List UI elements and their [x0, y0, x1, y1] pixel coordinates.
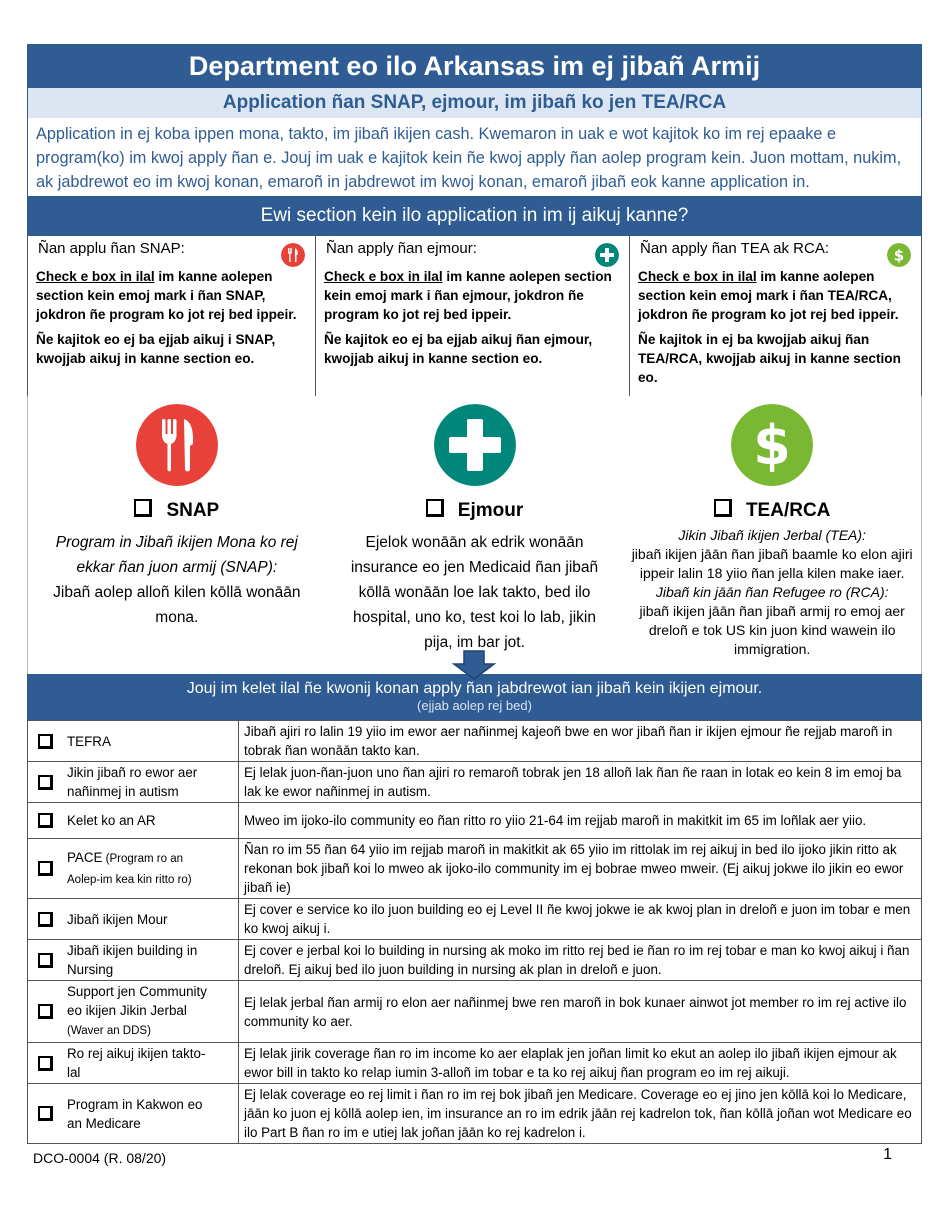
form-id: DCO-0004 (R. 08/20): [33, 1150, 167, 1166]
program-checkbox[interactable]: [38, 813, 53, 828]
tea-guide-title: Ñan apply ñan TEA ak RCA:: [640, 240, 829, 257]
snap-guide-note: Ñe kajitok eo ej ba ejjab aikuj i SNAP, kwojjab aikuj in kanne section eo.: [36, 332, 276, 366]
table-row: [28, 940, 922, 981]
table-row: [28, 981, 922, 1043]
health-options-note: (ejjab aolep rej bed): [417, 698, 532, 713]
page-number: 1: [883, 1146, 892, 1163]
health-checkbox[interactable]: [426, 499, 444, 517]
health-programs-table: [27, 720, 922, 1144]
table-row: [28, 803, 922, 839]
tea-label: TEA/RCA: [745, 500, 831, 521]
program-options: [27, 396, 922, 674]
program-description-cell: Jibañ ajiri ro lalin 19 yiio im ewor aer nañinmej kajeoñ bwe en wor jibañ ñan ir ikijen ejmour ñe rejjab maroñ in tobrak ñan wonāān takto kan.: [239, 721, 922, 762]
program-checkbox[interactable]: [38, 1004, 53, 1019]
program-description-cell: Ej lelak jerbal ñan armij ro elon aer nañinmej bwe ren maroñ in bok kunaer ainwot jot member ro im rej active ilo community ko aer.: [239, 981, 922, 1043]
health-option: [326, 396, 624, 674]
program-checkbox[interactable]: [38, 775, 53, 790]
table-row: [28, 1084, 922, 1144]
program-name: Jikin jibañ ro ewor aer nañinmej in autism: [67, 765, 198, 799]
tea-guide-note: Ñe kajitok in ej ba kwojjab aikuj ñan TEA/RCA, kwojjab aikuj in kanne section eo.: [638, 332, 901, 385]
table-row: [28, 1043, 922, 1084]
fork-knife-large-icon: [136, 404, 218, 486]
program-name: Program in Kakwon eo an Medicare: [67, 1096, 203, 1131]
program-checkbox[interactable]: [38, 1106, 53, 1121]
tea-description: Jikin Jibañ ikijen Jerbal (TEA): jibañ ikijen jāān ñan jibañ baamle ko elon ajiri ippeir lalin 18 yiio ñan jella kilen make iaer. Jibañ kin jāān ñan Refugee ro (RCA): jibañ ikijen jāān ñan jibañ armij ro emoj aer dreloñ e tok US kin juon kind wawein ilo immigration.: [631, 527, 913, 657]
program-description-cell: Mweo im ijoko-ilo community eo ñan ritto ro yiio 21-64 im rejjab maroñ in makitkit im 65 im loñlak aer yiio.: [239, 803, 922, 839]
program-name-cell: [28, 721, 239, 762]
snap-guide-title: Ñan applu ñan SNAP:: [38, 240, 185, 257]
snap-checkbox[interactable]: [134, 499, 152, 517]
program-name-cell: [28, 1084, 239, 1144]
health-label: Ejmour: [457, 500, 524, 521]
table-row: [28, 839, 922, 899]
tea-guide: [629, 236, 921, 396]
program-checkbox[interactable]: [38, 734, 53, 749]
program-name-cell: [28, 803, 239, 839]
program-name-cell: [28, 899, 239, 940]
health-guide-title: Ñan apply ñan ejmour:: [326, 240, 477, 257]
svg-text:$: $: [893, 246, 905, 265]
section-guide: [27, 236, 922, 396]
program-description-cell: Ej lelak jirik coverage ñan ro im income ko aer elaplak jen joñan limit ko ekut an aolep ilo jibañ ikijen ejmour ak ewor bill in takto ko relap iumin 3-alloñ im tobar e ta ko rej aikuj ñan program eo im rej aikuji.: [239, 1043, 922, 1084]
program-description-cell: Ej cover e jerbal koi lo building in nursing ak moko im ritto rej bed ie ñan ro im rej tobar e man ko kwoj aikuj i ñan dreloñ. Ej aikuj bed ilo juon building in nursing ak plan in dreloñ e juon.: [239, 940, 922, 981]
health-guide: [315, 236, 629, 396]
program-name: TEFRA: [67, 733, 111, 749]
medical-plus-large-icon: [434, 404, 516, 486]
snap-guide: [28, 236, 315, 396]
program-name: Jibañ ikijen Mour: [67, 911, 168, 927]
program-description-cell: Ej lelak coverage eo rej limit i ñan ro im rej bok jibañ jen Medicare. Coverage eo ej jino jen kōllā koi lo Medicare, jāān ko juon ej kōllā aolep ien, im insurance an ro im edrik jāān rej kadrelon tok, ñan kōllā joñan wot Medicare eo ilo Part B ñan ro im e utiej lak joñan jāān ko rej kadrelon i.: [239, 1084, 922, 1144]
intro-text: Application in ej koba ippen mona, takto, im jibañ ikijen cash. Kwemaron in uak e wot kajitok ko im rej epaake e program(ko) im kwoj apply ñan e. Jouj im uak e kajitok kein ñe kwoj apply ñan aolep program kein. Juon mottam, nukim, ak jabdrewot eo im kwoj konan, emaroñ in jabdrewot im kwoj konan, emaroñ jibañ eok kanne application in.: [27, 118, 922, 196]
dollar-large-icon: [731, 404, 813, 486]
program-name: PACE (Program ro an Aolep-im kea kin ritto ro): [67, 849, 192, 886]
section-question: Ewi section kein ilo application in im ij aikuj kanne?: [27, 196, 922, 236]
page-title: Department eo ilo Arkansas im ej jibañ Armij: [27, 44, 922, 88]
tea-option: [623, 396, 921, 674]
health-description: Ejelok wonāān ak edrik wonāān insurance eo jen Medicaid ñan jibañ kōllā wonāān loe lak takto, bed ilo hospital, uno ko, test koi lo lab, jikin pija, im bar jot.: [350, 534, 599, 651]
table-row: [28, 762, 922, 803]
program-description-cell: Ej lelak juon-ñan-juon uno ñan ajiri ro remaroñ tobrak jen 18 alloñ lak ñan ñe raan in lotak eo kein 8 im emoj ba lak ke ewor nañinmej in autism.: [239, 762, 922, 803]
program-description-cell: Ñan ro im 55 ñan 64 yiio im rejjab maroñ in makitkit ak 65 yiio im rittolak im rej aikuj in bed ilo ijoko jikin ritto ak rekonan bok jibañ koi lo mweo ak ijoko-ilo community im ej bobrae mweo mweir. (Ej aikuj jokwe ilo jikin eo ewor jibañ ie): [239, 839, 922, 899]
program-name: Jibañ ikijen building in Nursing: [67, 943, 198, 977]
program-name-cell: [28, 762, 239, 803]
program-checkbox[interactable]: [38, 953, 53, 968]
table-row: [28, 899, 922, 940]
program-name-cell: [28, 1043, 239, 1084]
down-arrow-icon: [452, 650, 496, 680]
program-name: Ro rej aikuj ikijen takto-lal: [67, 1046, 206, 1080]
tea-guide-check: Check e box in ilal im kanne aolepen section kein emoj mark i ñan TEA/RCA, jokdron ñe program ko jot rej bed ippeir.: [638, 269, 899, 322]
fork-knife-icon: [281, 243, 305, 267]
health-options-band: [27, 674, 922, 720]
tea-checkbox[interactable]: [714, 499, 732, 517]
svg-text:$: $: [753, 414, 791, 477]
program-name-cell: [28, 940, 239, 981]
snap-option: [28, 396, 326, 674]
health-options-heading: Jouj im kelet ilal ñe kwonij konan apply ñan jabdrewot ian jibañ kein ikijen ejmour.: [186, 680, 763, 697]
health-guide-check: Check e box in ilal im kanne aolepen section kein emoj mark i ñan ejmour, jokdron ñe program ko jot rej bed ippeir.: [324, 269, 612, 322]
page-subtitle: Application ñan SNAP, ejmour, im jibañ ko jen TEA/RCA: [27, 88, 922, 118]
program-name-cell: [28, 839, 239, 899]
program-checkbox[interactable]: [38, 912, 53, 927]
program-name: Support jen Community eo ikijen Jikin Jerbal (Waver an DDS): [67, 984, 207, 1037]
program-checkbox[interactable]: [38, 1056, 53, 1071]
health-guide-note: Ñe kajitok eo ej ba ejjab aikuj ñan ejmour, kwojjab aikuj in kanne section eo.: [324, 332, 593, 366]
program-description-cell: Ej cover e service ko ilo juon building eo ej Level II ñe kwoj jokwe ie ak kwoj plan in dreloñ e juon im tobar e men ko kwoj aikuj i.: [239, 899, 922, 940]
program-checkbox[interactable]: [38, 861, 53, 876]
table-row: [28, 721, 922, 762]
program-name-cell: [28, 981, 239, 1043]
medical-plus-icon: [595, 243, 619, 267]
snap-label: SNAP: [166, 500, 220, 521]
application-page: [27, 44, 922, 1144]
snap-guide-check: Check e box in ilal im kanne aolepen section kein emoj mark i ñan SNAP, jokdron ñe program ko jot rej bed ippeir.: [36, 269, 297, 322]
program-name: Kelet ko an AR: [67, 813, 156, 829]
dollar-icon: [887, 243, 911, 267]
snap-description: Program in Jibañ ikijen Mona ko rej ekkar ñan juon armij (SNAP): Jibañ aolep alloñ kilen kōllā wonāān mona.: [53, 534, 301, 626]
